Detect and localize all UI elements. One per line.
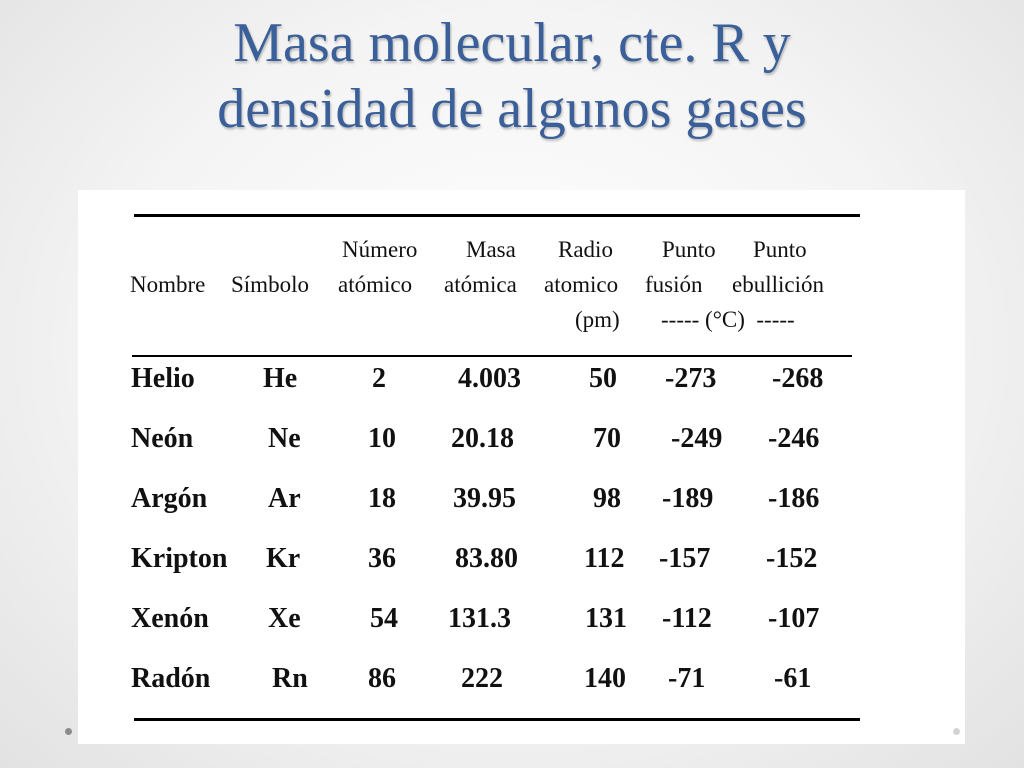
table-cell-fusion: -71 [668,663,706,694]
table-cell-numero: 36 [368,543,396,574]
table-cell-simbolo: Rn [272,663,308,694]
table-cell-numero: 2 [372,363,386,394]
table-cell-masa: 20.18 [451,423,514,454]
header-numero-line1: Número [342,237,418,262]
table-cell-radio: 140 [584,663,626,694]
header-simbolo: Símbolo [231,272,309,297]
table-cell-simbolo: Kr [266,543,301,574]
table-cell-masa: 83.80 [455,543,518,574]
table-cell-fusion: -273 [665,363,717,394]
slide-bullet-dot-left [65,728,72,735]
table-cell-numero: 54 [370,603,398,634]
header-temperature-unit: ----- (°C) ----- [661,307,795,332]
header-ebullicion-line1: Punto [753,237,807,262]
table-cell-ebullicion: -107 [768,603,820,634]
table-bottom-rule [134,718,860,721]
header-numero-line2: atómico [338,272,413,297]
slide-title-line-1: Masa molecular, cte. R y [233,12,791,74]
table-cell-nombre: Radón [131,663,211,694]
table-cell-masa: 131.3 [448,603,511,634]
slide-bullet-dot-right [953,728,960,735]
header-radio-line2: atomico [544,272,619,297]
table-cell-nombre: Xenón [131,603,209,634]
header-masa-line2: atómica [444,272,517,297]
table-top-rule [134,214,860,217]
table-cell-nombre: Argón [131,483,208,514]
table-cell-masa: 222 [461,663,503,694]
table-cell-ebullicion: -268 [772,363,824,394]
table-cell-numero: 86 [368,663,396,694]
table-cell-fusion: -189 [662,483,714,514]
slide-title [0,10,1024,142]
table-cell-radio: 131 [585,603,627,634]
table-cell-ebullicion: -246 [768,423,820,454]
header-masa-line1: Masa [466,237,516,262]
table-cell-ebullicion: -152 [766,543,818,574]
header-ebullicion-line2: ebullición [732,272,824,297]
table-cell-simbolo: He [263,363,298,394]
table-cell-nombre: Neón [131,423,194,454]
header-fusion-line2: fusión [645,272,703,297]
table-header-rule [132,355,852,357]
table-cell-radio: 98 [593,483,621,514]
header-radio-line1: Radio [558,237,613,262]
table-cell-radio: 50 [589,363,617,394]
table-cell-masa: 39.95 [453,483,516,514]
table-cell-radio: 112 [584,543,625,574]
slide-title-line-2: densidad de algunos gases [217,78,807,140]
header-radio-line3: (pm) [575,307,620,332]
table-cell-ebullicion: -186 [768,483,820,514]
table-cell-fusion: -249 [671,423,723,454]
table-cell-numero: 18 [368,483,396,514]
header-nombre: Nombre [130,272,206,297]
header-fusion-line1: Punto [662,237,716,262]
gas-table [78,190,965,744]
table-cell-ebullicion: -61 [774,663,812,694]
table-cell-fusion: -157 [659,543,711,574]
table-cell-radio: 70 [593,423,621,454]
table-cell-fusion: -112 [662,603,712,634]
table-cell-simbolo: Xe [268,603,301,634]
table-cell-simbolo: Ne [268,423,301,454]
table-cell-numero: 10 [368,423,396,454]
table-cell-masa: 4.003 [458,363,521,394]
table-cell-nombre: Kripton [131,543,228,574]
table-cell-nombre: Helio [131,363,195,394]
table-cell-simbolo: Ar [268,483,301,514]
